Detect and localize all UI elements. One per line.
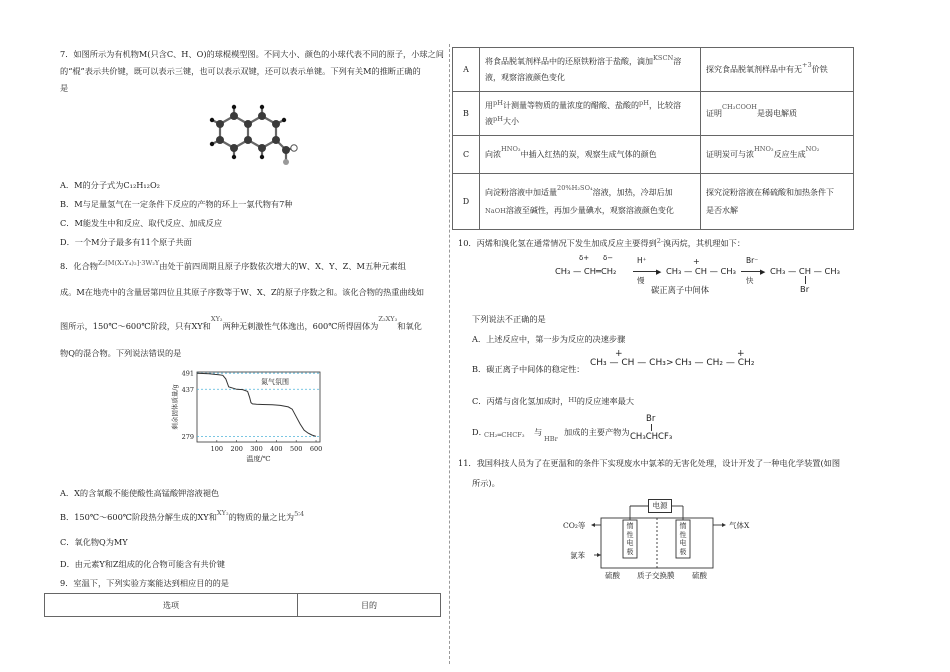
label-gas-x: 气体X [729,521,750,530]
y-tick-label: 279 [181,432,194,441]
q7-option-a: A．M的分子式为C₁₂H₁₂O₂ [60,180,160,190]
electrode-left: 惰性电极 [626,522,634,556]
q10-option-d: D． CH₂═CHCF₃ 与 HBr 加成的主要产物为 Br CH₃CHCF₃ [472,414,673,443]
q8-line-3: 图所示，150℃～600℃阶段，只有XY和$^{XY_2}$两种无刺激性气体逸出，600℃所得固体为$^{Z_2XY_3}$和氧化 [60,315,422,331]
label-membrane: 质子交换膜 [637,571,675,580]
q8-option-b: B．150℃～600℃阶段热分解生成的XY和$^{XY_2}$的物质的量之比为$^{5∶4}$ [60,509,305,522]
arrowhead-slow: ▶ [656,268,662,276]
x-tick-label: 600 [309,445,323,453]
q10-option-a: A．上述反应中，第一步为反应的决速步骤 [472,334,626,344]
y-tick-label: 437 [181,385,194,394]
q10-option-b: B．碳正离子中间体的稳定性： + CH₃ — CH — CH₃ > + CH₃ — CH₂ — CH₂ [472,349,755,374]
arrowhead-co2 [591,523,595,527]
header-purpose: 目的 [298,594,441,617]
q10-option-c: C．丙烯与卤化氢加成时，$^{HI}$的反应速率最大 [472,396,635,406]
chart-legend: 氮气氛围 [261,378,289,386]
label-co2: CO₂等 [563,521,586,530]
table-row-a: A 将食品脱氧剂样品中的还原铁粉溶于盐酸，滴加$^{KSCN}$溶 液，观察溶液颜色变化 探究食品脱氧剂样品中有无$^{+3}$价铁 [453,48,854,92]
electrochem-diagram [560,496,780,586]
carbocation-charge: + [693,257,700,266]
mech-caption: 碳正离子中间体 [651,285,710,295]
question-7 [60,48,445,95]
q8-option-d: D．由元素Y和Z组成的化合物可能含有共价键 [60,559,226,569]
x-tick-label: 400 [270,445,283,453]
molecule-ball-stick-model [200,100,300,172]
mech-reactant: CH₃ — CH═CH₂ [555,266,617,276]
x-tick-label: 200 [230,445,243,453]
x-tick-label: 500 [289,445,303,453]
q8-option-a: A．X的含氧酸不能使酸性高锰酸钾溶液褪色 [60,488,220,498]
table-row-c: C 向浓$^{HNO_3}$中插入红热的炭，观察生成气体的颜色 证明炭可与浓$^{HNO_3}$反应生成$^{NO_2}$ [453,136,854,174]
power-source: 电源 [648,499,672,513]
q8-formula: Z₂[M(X₂Y₄)₂]·3W₂Y [97,259,160,267]
label-sulfuric-left: 硫酸 [605,571,620,580]
table-row-d: D 向淀粉溶液中加适量$^{20\%H_2SO_4}$溶液，加热，冷却后加 NaOH溶液至碱性，再加少量碘水，观察溶液颜色变化 探究淀粉溶液在稀硫酸和加热条件下 是否水解 [453,174,854,230]
thermogravimetric-chart [170,364,330,472]
x-tick-label: 100 [210,445,224,453]
x-axis-label: 温度/℃ [246,455,271,463]
q10-line-1: 10．丙烯和溴化氢在通常情况下发生加成反应主要得到$^{2-}$溴丙烷，其机理如下： [458,237,746,248]
header-option: 选项 [45,594,298,617]
q7-option-b: B．M与足量氢气在一定条件下反应的产物的环上一氯代物有7种 [60,199,293,209]
y-axis-label: 剩余固体质量/g [171,384,179,430]
q8-option-c: C．氧化物Q为MY [60,537,128,547]
plot-frame [197,372,320,442]
reaction-mechanism: δ+ δ− CH₃ — CH═CH₂ H⁺ ▶ 慢 + CH₃ — CH — CH₃ Br⁻ ▶ 快 CH₃ — CH — CH₃ Br 碳正离子中间体 [555,254,840,295]
label-chlorobenzene: 氯苯 [570,551,585,560]
mech-product: CH₃ — CH — CH₃ [770,266,840,276]
q7-option-d: D．一个M分子最多有11个原子共面 [60,237,192,247]
mech-intermediate: CH₃ — CH — CH₃ [666,266,736,276]
x-tick-label: 300 [250,445,263,453]
q10-lead: 下列说法不正确的是 [472,314,546,324]
label-sulfuric-right: 硫酸 [692,571,707,580]
table-row-b: B 用$^{pH}$计测量等物质的量浓度的醋酸、盐酸的$^{pH}$，比较溶 液$^{pH}$大小 证明$^{CH_3COOH}$是弱电解质 [453,92,854,136]
q8-line-2: 成。M在地壳中的含量居第四位且其原子序数等于W、X、Z的原子序数之和。该化合物的热重曲线如 [60,287,425,297]
electrode-right: 惰性电极 [679,522,687,556]
mass-curve [197,373,316,436]
q7-line-3: 是 [60,83,69,93]
q8-line-1: 8．化合物$^{Z_2[M(X_2Y_4)_2]\cdot 3W_2Y}$由处于前四周期且原子序数依次增大的W、X、Y、Z、M五种元素组 [60,259,406,271]
q8-line-4: 物Q的混合物。下列说法错误的是 [60,348,182,358]
arrowhead-gas-x [722,523,726,527]
q7-line-2: 的“棍”表示共价键，既可以表示三键，也可以表示双键，还可以表示单键。下列有关M的推断正确的 [60,66,421,76]
column-divider [449,44,450,664]
q11-line-2: 所示)。 [472,478,500,488]
arrowhead-fast: ▶ [760,268,766,276]
q7-option-c: C．M能发生中和反应、取代反应、加成反应 [60,218,223,228]
q9-text: 9．室温下，下列实验方案能达到相应目的的是 [60,578,229,588]
arrowhead-chlorobenzene [597,553,601,557]
q11-line-1: 11．我国科技人员为了在更温和的条件下实现废水中氯苯的无害化处理，设计开发了一种电化学装置(如图 [458,458,841,468]
q7-line-1: 7．如图所示为有机物M(只含C、H、O)的球棍模型图。不同大小、颜色的小球代表不同的原子，小球之间 [60,49,444,59]
q9-table-header [44,593,441,617]
y-tick-label: 491 [181,369,194,378]
q9-table-body [452,47,854,230]
